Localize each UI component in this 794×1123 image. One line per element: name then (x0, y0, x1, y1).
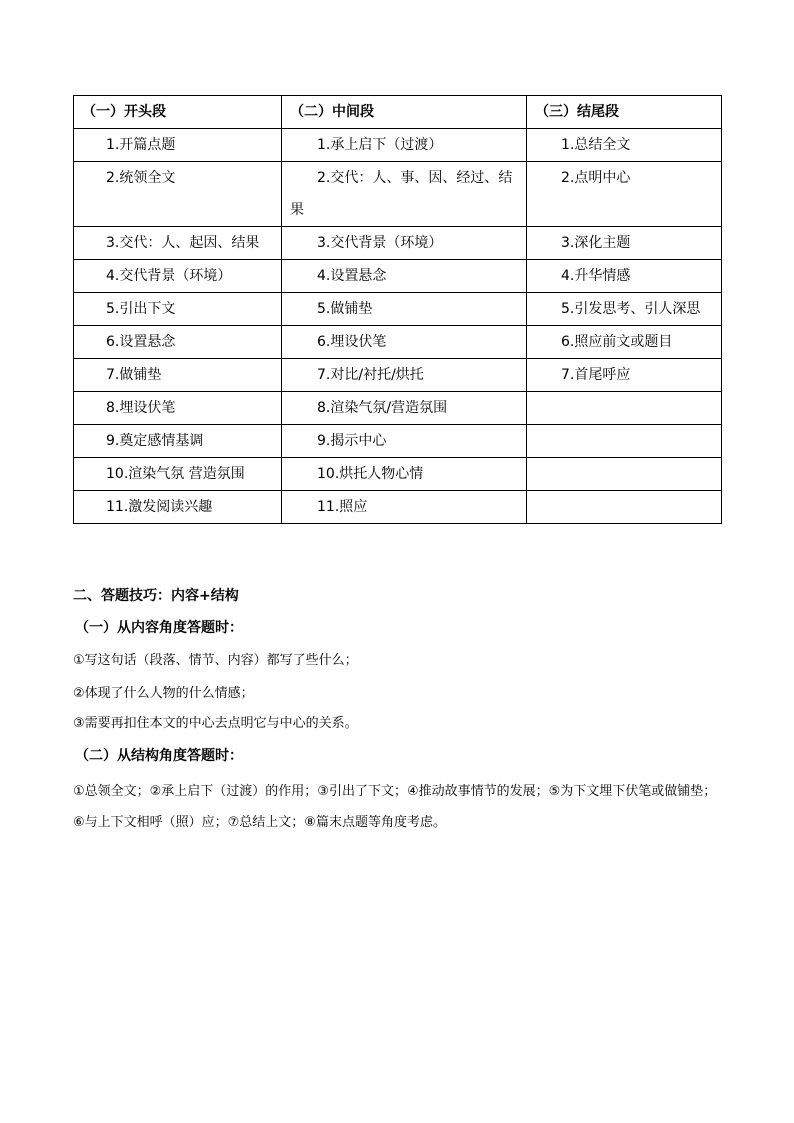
section-heading: 二、答题技巧：内容+结构 (73, 588, 239, 604)
table-cell: 6.设置悬念 (74, 326, 282, 359)
table-cell: 4.交代背景（环境） (74, 260, 282, 293)
table-row (74, 227, 722, 260)
table-row (74, 491, 722, 524)
table-cell: 2.统领全文 (74, 162, 282, 227)
content-angle-heading: （一）从内容角度答题时： (75, 620, 243, 636)
table-cell: 2.点明中心 (527, 162, 722, 227)
table-cell: 7.对比/衬托/烘托 (282, 359, 527, 392)
table-row (74, 326, 722, 359)
table-cell: 11.激发阅读兴趣 (74, 491, 282, 524)
table-cell (527, 425, 722, 458)
table-row (74, 293, 722, 326)
table-cell: 3.交代背景（环境） (282, 227, 527, 260)
table-cell: 6.照应前文或题目 (527, 326, 722, 359)
structure-angle-heading: （二）从结构角度答题时： (75, 748, 243, 764)
header-ending-paragraph: （三）结尾段 (527, 96, 722, 129)
table-cell: 4.设置悬念 (282, 260, 527, 293)
table-cell: 1.承上启下（过渡） (282, 129, 527, 162)
table-cell: 9.奠定感情基调 (74, 425, 282, 458)
table-cell: 10.烘托人物心情 (282, 458, 527, 491)
table-cell: 1.开篇点题 (74, 129, 282, 162)
content-item: ③需要再扣住本文的中心去点明它与中心的关系。 (73, 716, 358, 731)
table-cell: 3.交代：人、起因、结果 (74, 227, 282, 260)
table-cell: 7.做铺垫 (74, 359, 282, 392)
table-cell: 8.埋设伏笔 (74, 392, 282, 425)
table-cell (527, 491, 722, 524)
content-item: ①写这句话（段落、情节、内容）都写了些什么； (73, 653, 358, 668)
table-cell (527, 392, 722, 425)
table-cell: 5.引发思考、引人深思 (527, 293, 722, 326)
table-cell: 5.引出下文 (74, 293, 282, 326)
table-header-row (74, 96, 722, 129)
table-cell: 3.深化主题 (527, 227, 722, 260)
table-row (74, 129, 722, 162)
table-cell: 10.渲染气氛 营造氛围 (74, 458, 282, 491)
header-opening-paragraph: （一）开头段 (74, 96, 282, 129)
table-cell: 4.升华情感 (527, 260, 722, 293)
table-row (74, 392, 722, 425)
table-row (74, 458, 722, 491)
table-cell: 7.首尾呼应 (527, 359, 722, 392)
table-cell: 11.照应 (282, 491, 527, 524)
table-row (74, 425, 722, 458)
table-cell: 8.渲染气氛/营造氛围 (282, 392, 527, 425)
table-row (74, 162, 722, 227)
table-cell (527, 458, 722, 491)
table-cell: 9.揭示中心 (282, 425, 527, 458)
header-middle-paragraph: （二）中间段 (282, 96, 527, 129)
paragraph-function-table (73, 95, 722, 524)
structure-paragraph: ①总领全文；②承上启下（过渡）的作用；③引出了下文；④推动故事情节的发展；⑤为下文埋下伏笔或做铺垫；⑥与上下文相呼（照）应；⑦总结上文；⑧篇末点题等角度考虑。 (73, 784, 717, 830)
table-cell: 5.做铺垫 (282, 293, 527, 326)
content-item: ②体现了什么人物的什么情感； (73, 686, 254, 701)
table-cell: 2.交代：人、事、因、经过、结果 (282, 162, 527, 227)
table-row (74, 260, 722, 293)
table-cell: 1.总结全文 (527, 129, 722, 162)
table-row (74, 359, 722, 392)
table-cell: 6.埋设伏笔 (282, 326, 527, 359)
